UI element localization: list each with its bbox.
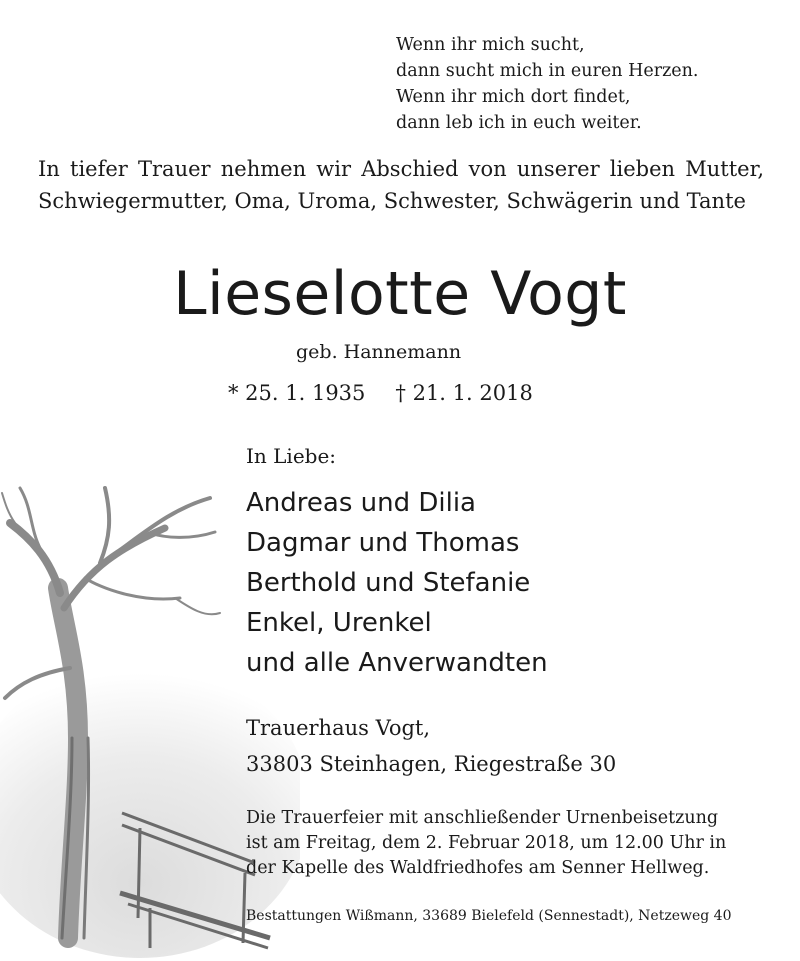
list-item: Enkel, Urenkel [246, 608, 432, 638]
life-dates [228, 381, 563, 405]
intro-text: In tiefer Trauer nehmen wir Abschied von unserer lieben Mutter, Schwiegermutter, Oma, Uroma, Schwester, Schwägerin und Tante [38, 157, 764, 213]
poem-line: dann leb ich in euch weiter. [396, 113, 642, 133]
mourners-heading: In Liebe: [246, 444, 337, 468]
mourning-house [246, 710, 616, 782]
ceremony-info [246, 806, 766, 881]
poem-line: Wenn ihr mich sucht, [396, 35, 585, 55]
poem-line: dann sucht mich in euren Herzen. [396, 61, 699, 81]
list-item: und alle Anverwandten [246, 648, 548, 678]
mourners-list [246, 483, 548, 683]
mourning-house-address: 33803 Steinhagen, Riegestraße 30 [246, 752, 617, 776]
deceased-name: Lieselotte Vogt [173, 259, 627, 329]
poem-line: Wenn ihr mich dort findet, [396, 87, 631, 107]
ceremony-line: ist am Freitag, dem 2. Februar 2018, um 12.00 Uhr in [246, 833, 727, 853]
death-date: † 21. 1. 2018 [395, 381, 533, 405]
birth-date: * 25. 1. 1935 [228, 381, 366, 405]
list-item: Andreas und Dilia [246, 488, 476, 518]
ceremony-line: der Kapelle des Waldfriedhofes am Senner Hellweg. [246, 858, 710, 878]
poem [396, 32, 699, 136]
undertaker-info: Bestattungen Wißmann, 33689 Bielefeld (Sennestadt), Netzeweg 40 [246, 908, 732, 924]
ceremony-line: Die Trauerfeier mit anschließender Urnenbeisetzung [246, 808, 719, 828]
list-item: Berthold und Stefanie [246, 568, 531, 598]
mourning-house-name: Trauerhaus Vogt, [246, 716, 431, 740]
birth-name: geb. Hannemann [296, 341, 462, 363]
list-item: Dagmar und Thomas [246, 528, 520, 558]
